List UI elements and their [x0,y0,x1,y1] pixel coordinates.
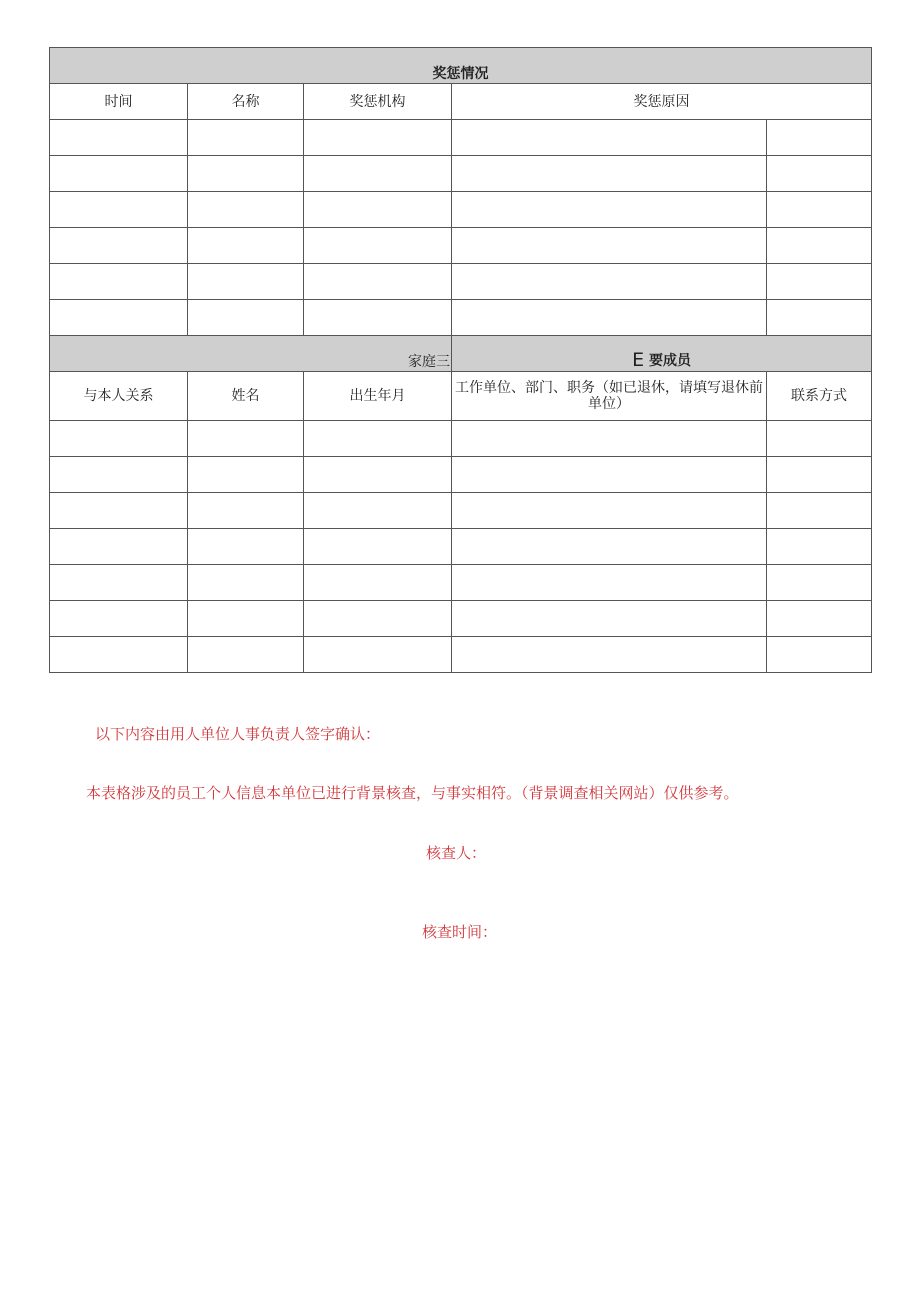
family-header-row [50,372,872,421]
awards-table-cell[interactable] [188,156,304,192]
awards-table-cell[interactable] [452,264,767,300]
awards-table-cell[interactable] [304,192,452,228]
family-table-cell[interactable] [50,421,188,457]
awards-table-cell[interactable] [767,300,872,336]
family-table-cell[interactable] [50,565,188,601]
awards-table-cell[interactable] [50,228,188,264]
family-table-cell[interactable] [767,421,872,457]
family-table-cell[interactable] [304,421,452,457]
family-table-cell[interactable] [767,493,872,529]
family-table-cell[interactable] [452,565,767,601]
awards-table-cell[interactable] [50,192,188,228]
awards-table-cell[interactable] [50,300,188,336]
family-table-row [50,457,872,493]
awards-table-cell[interactable] [304,228,452,264]
awards-section-title: 奖惩情况 [50,48,872,84]
awards-table-cell[interactable] [50,264,188,300]
awards-table-cell[interactable] [188,300,304,336]
family-table-cell[interactable] [767,457,872,493]
family-table-cell[interactable] [304,637,452,673]
awards-table-cell[interactable] [452,156,767,192]
family-table-cell[interactable] [188,601,304,637]
awards-table-cell[interactable] [304,120,452,156]
confirm-note: 以下内容由用人单位人事负责人签字确认： [95,725,381,743]
awards-table-row [50,228,872,264]
family-section-title-right: E 要成员 [452,336,872,372]
family-header-birth: 出生年月 [304,372,452,421]
awards-header-time: 时间 [50,84,188,120]
family-table-cell[interactable] [304,529,452,565]
family-section-title-left: 家庭三 [50,336,452,372]
awards-table-cell[interactable] [304,156,452,192]
family-table-cell[interactable] [767,601,872,637]
family-table-row [50,493,872,529]
awards-table-cell[interactable] [767,264,872,300]
family-table-cell[interactable] [452,601,767,637]
family-table-cell[interactable] [767,565,872,601]
family-table-cell[interactable] [767,637,872,673]
family-table-cell[interactable] [304,565,452,601]
family-table-cell[interactable] [188,493,304,529]
family-table-cell[interactable] [50,529,188,565]
family-table-cell[interactable] [50,637,188,673]
family-table-row [50,601,872,637]
awards-table-cell[interactable] [767,192,872,228]
family-table-cell[interactable] [188,421,304,457]
family-header-work: 工作单位、部门、职务（如已退休，请填写退休前单位） [452,372,767,421]
awards-header-org: 奖惩机构 [304,84,452,120]
family-table-cell[interactable] [452,637,767,673]
family-table-cell[interactable] [50,601,188,637]
family-table-cell[interactable] [188,565,304,601]
awards-header-reason: 奖惩原因 [452,84,872,120]
awards-table-cell[interactable] [767,156,872,192]
awards-table-cell[interactable] [304,300,452,336]
awards-table-cell[interactable] [767,120,872,156]
awards-table-cell[interactable] [452,120,767,156]
family-table-row [50,637,872,673]
family-table-cell[interactable] [452,493,767,529]
family-table-cell[interactable] [767,529,872,565]
check-time-label: 核查时间： [422,923,498,941]
family-table-cell[interactable] [304,601,452,637]
awards-table-cell[interactable] [188,228,304,264]
family-table-cell[interactable] [452,529,767,565]
awards-table-row [50,156,872,192]
awards-table-cell[interactable] [188,264,304,300]
family-table-cell[interactable] [50,457,188,493]
statement-note: 本表格涉及的员工个人信息本单位已进行背景核查，与事实相符。（背景调查相关网站）仅供参考。 [86,784,739,802]
family-table-cell[interactable] [304,457,452,493]
family-header-relation: 与本人关系 [50,372,188,421]
family-table-row [50,529,872,565]
checker-label: 核查人： [426,844,487,862]
awards-table-cell[interactable] [767,228,872,264]
awards-table-cell[interactable] [188,120,304,156]
awards-table-cell[interactable] [452,228,767,264]
awards-table-cell[interactable] [304,264,452,300]
awards-table-cell[interactable] [188,192,304,228]
family-table-cell[interactable] [188,637,304,673]
family-table-cell[interactable] [452,421,767,457]
awards-header-row [50,84,872,120]
awards-table-cell[interactable] [452,300,767,336]
family-table-cell[interactable] [452,457,767,493]
family-table-cell[interactable] [188,457,304,493]
awards-table-row [50,300,872,336]
awards-header-name: 名称 [188,84,304,120]
awards-table-cell[interactable] [50,156,188,192]
awards-table-cell[interactable] [50,120,188,156]
background-check-form [49,47,872,673]
family-table-cell[interactable] [304,493,452,529]
awards-table-row [50,120,872,156]
family-table-row [50,565,872,601]
family-table-cell[interactable] [188,529,304,565]
awards-table-row [50,192,872,228]
awards-table-row [50,264,872,300]
family-table-cell[interactable] [50,493,188,529]
awards-table-cell[interactable] [452,192,767,228]
family-header-name: 姓名 [188,372,304,421]
family-table-row [50,421,872,457]
family-header-contact: 联系方式 [767,372,872,421]
